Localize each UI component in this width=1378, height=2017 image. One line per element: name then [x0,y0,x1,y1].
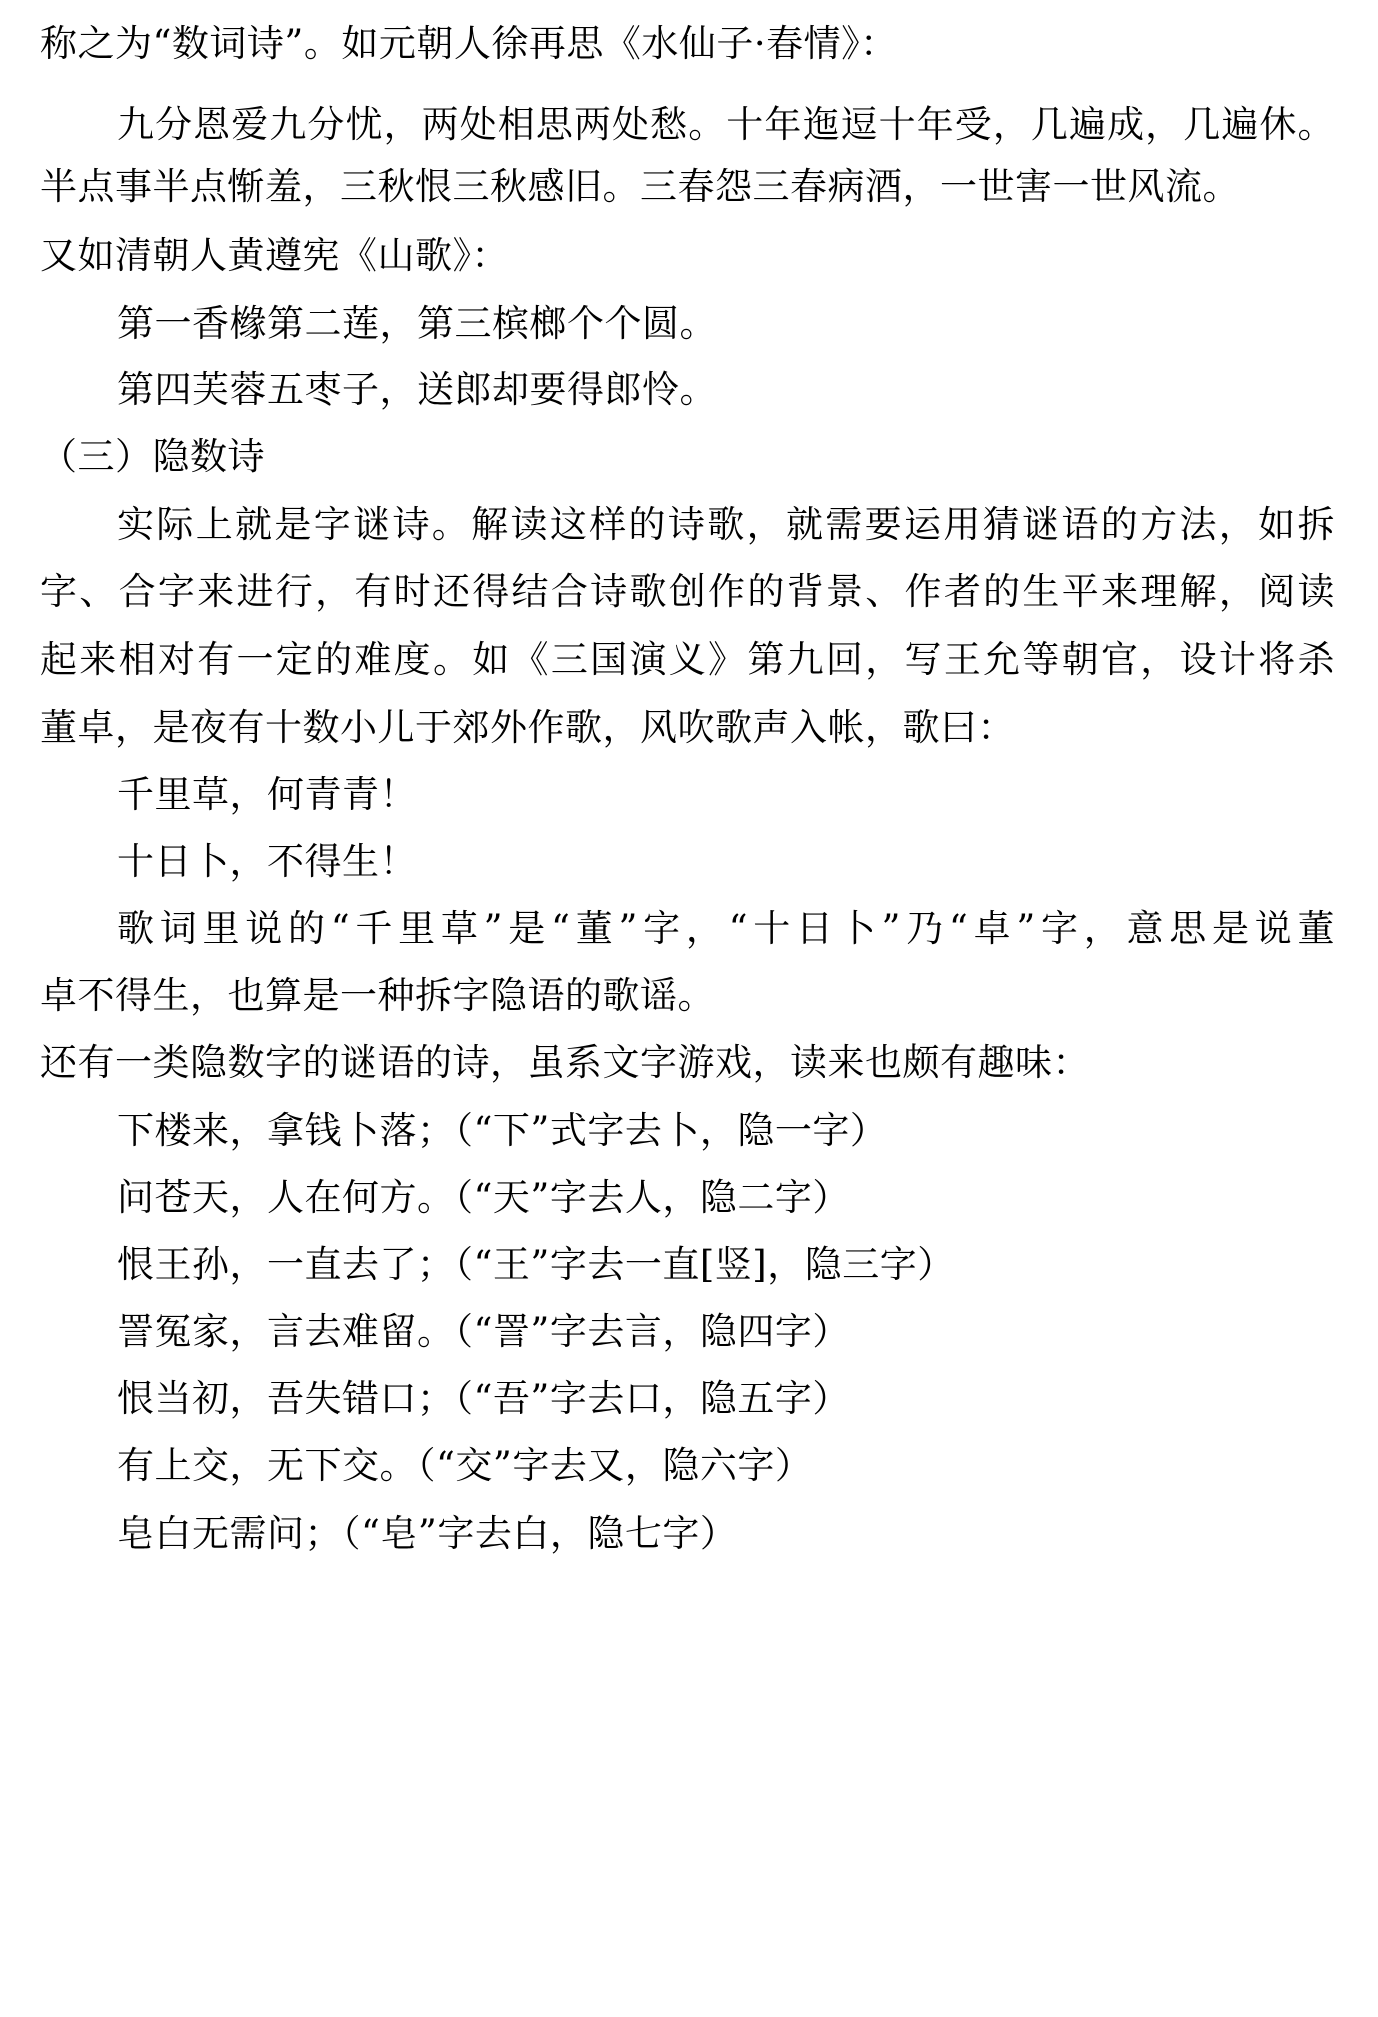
section-heading: （三）隐数诗 [40,435,265,478]
riddle-line-3: 恨王孙，一直去了；（“王”字去一直[竖]，隐三字） [117,1243,955,1286]
song-line-1: 千里草，何青青！ [117,773,417,816]
riddle-line-6: 有上交，无下交。（“交”字去又，隐六字） [117,1444,813,1487]
paragraph-line-1: 实际上就是字谜诗。解读这样的诗歌，就需要运用猜谜语的方法，如拆 [117,503,1335,546]
poem-line-1: 九分恩爱九分忧，两处相思两处愁。十年迤逗十年受，几遍成，几遍休。 [117,103,1335,146]
text-line-1: 称之为“数词诗”。如元朝人徐再思《水仙子·春情》： [40,22,898,65]
paragraph-line-2: 字、合字来进行，有时还得结合诗歌创作的背景、作者的生平来理解，阅读 [40,570,1335,613]
paragraph-line-6: 卓不得生，也算是一种拆字隐语的歌谣。 [40,974,715,1017]
paragraph-line-4: 董卓，是夜有十数小儿于郊外作歌，风吹歌声入帐，歌曰： [40,706,1015,749]
paragraph-line-5: 歌词里说的“千里草”是“董”字，“十日卜”乃“卓”字，意思是说董 [117,907,1335,950]
riddle-line-2: 问苍天，人在何方。（“天”字去人，隐二字） [117,1176,850,1219]
song-line-2: 十日卜，不得生！ [117,840,417,883]
paragraph-line-3: 起来相对有一定的难度。如《三国演义》第九回，写王允等朝官，设计将杀 [40,638,1335,681]
text-line-2: 又如清朝人黄遵宪《山歌》： [40,234,509,277]
riddle-line-4: 詈冤家，言去难留。（“詈”字去言，隐四字） [117,1310,850,1353]
poem-line-3: 第一香橼第二莲，第三槟榔个个圆。 [117,302,717,345]
riddle-line-5: 恨当初，吾失错口；（“吾”字去口，隐五字） [117,1377,850,1420]
paragraph-line-7: 还有一类隐数字的谜语的诗，虽系文字游戏，读来也颇有趣味： [40,1041,1090,1084]
riddle-line-7: 皂白无需问；（“皂”字去白，隐七字） [117,1512,738,1555]
poem-line-4: 第四芙蓉五枣子，送郎却要得郎怜。 [117,368,717,411]
riddle-line-1: 下楼来，拿钱卜落；（“下”式字去卜，隐一字） [117,1109,888,1152]
poem-line-2: 半点事半点惭羞，三秋恨三秋感旧。三春怨三春病酒，一世害一世风流。 [40,165,1240,208]
